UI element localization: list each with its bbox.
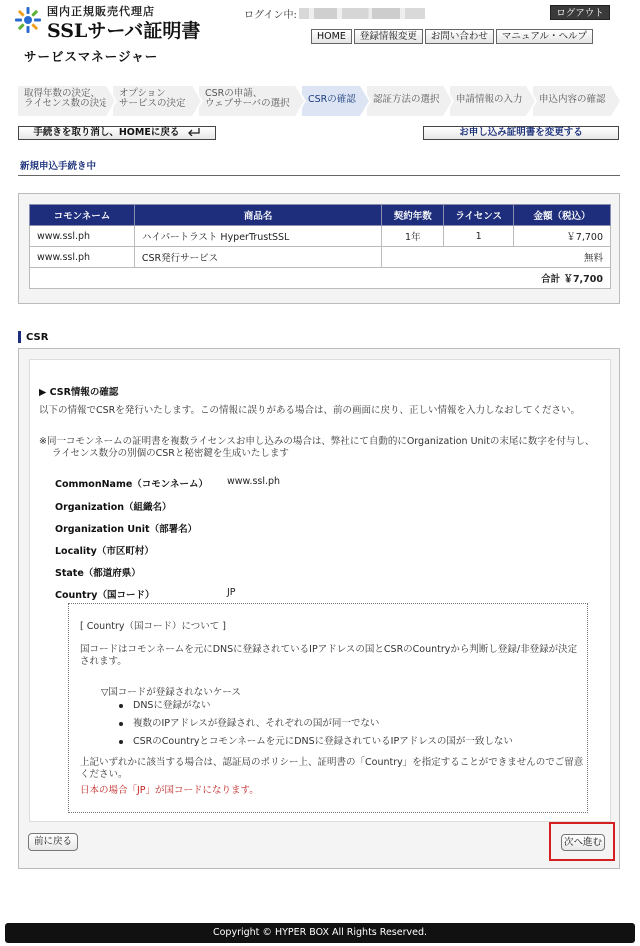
return-arrow-icon [187,127,201,136]
step-3 [199,86,295,116]
nav-home[interactable]: HOME [311,29,352,44]
login-label: ログイン中: [244,10,297,21]
cancel-return-home-button[interactable] [18,126,216,140]
csr-description: 以下の情報でCSRを発行いたします。この情報に誤りがある場合は、前の画面に戻り、正しい情報を入力しなおしてください。 [39,405,581,416]
section-divider [18,175,620,176]
cancel-label: 手続きを取り消し、HOMEに戻る [33,127,180,138]
cell-amount: ￥7,700 [514,226,611,247]
step-1-line1: 取得年数の決定、 [24,88,101,99]
field-label-common-name: CommonName（コモンネーム） [55,479,209,490]
login-user-redacted [299,8,425,19]
step-3-line1: CSRの申請、 [205,88,263,99]
step-2-line2: サービスの決定 [119,98,186,109]
table-row [30,226,611,247]
step-4-current [302,86,360,116]
step-7 [533,86,611,116]
step-5 [367,86,443,116]
cell-years: 1年 [382,226,444,247]
login-status [244,6,425,21]
list-item: DNSに登録がない [119,700,513,718]
logout-button[interactable]: ログアウト [550,5,610,20]
step-2 [113,86,192,116]
step-6-line1: 申請情報の入力 [456,94,523,105]
step-5-line1: 認証方法の選択 [373,94,440,105]
field-value-common-name: www.ssl.ph [227,476,281,487]
field-label-org-unit: Organization Unit（部署名） [55,524,198,535]
next-button[interactable]: 次へ進む [561,834,605,851]
csr-note: ※同一コモンネームの証明書を複数ライセンスお申し込みの場合は、弊社にて自動的にOrganization Unitの末尾に数字を付与し、ライセンス数分の別個のCSRと秘密鍵を生成いたします [39,436,595,459]
step-4-line1: CSRの確認 [308,94,356,105]
step-2-line1: オプション [119,88,166,99]
info-case-list [119,700,513,754]
cell-licenses: 1 [444,226,514,247]
csr-content [29,359,611,822]
heading-bar-icon [18,331,21,343]
info-case-title: ▽国コードが登録されないケース [101,687,241,698]
footer-copyright: Copyright © HYPER BOX All Rights Reserved. [5,923,635,943]
service-title: サービスマネージャー [24,49,159,64]
brand-subtitle: 国内正規販売代理店 [47,5,155,18]
col-amount: 金額（税込） [514,205,611,226]
brand-logo[interactable] [14,2,234,42]
field-value-country: JP [227,587,236,598]
nav-contact[interactable]: お問い合わせ [425,29,494,44]
field-label-locality: Locality（市区町村） [55,546,154,557]
list-item: 複数のIPアドレスが登録され、それぞれの国が同一でない [119,718,513,736]
cell-cn: www.ssl.ph [30,247,135,268]
cell-product: CSR発行サービス [134,247,382,268]
section-label: 新規申込手続き中 [20,161,97,172]
info-paragraph-1: 国コードはコモンネームを元にDNSに登録されているIPアドレスの国とCSRのCountryから判断し登録/非登録が決定されます。 [80,644,578,667]
change-certificate-button[interactable]: お申し込み証明書を変更する [423,126,619,140]
top-nav [311,29,595,44]
csr-section-heading [18,331,48,343]
cell-product: ハイパートラスト HyperTrustSSL [134,226,382,247]
col-years: 契約年数 [382,205,444,226]
info-title: [ Country（国コード）について ] [80,621,227,632]
step-7-line1: 申込内容の確認 [539,94,606,105]
order-summary [18,193,620,304]
cell-cn: www.ssl.ph [30,226,135,247]
order-table [29,204,611,289]
step-1 [18,86,109,116]
sun-logo-icon [14,6,42,34]
back-button[interactable]: 前に戻る [28,833,78,851]
csr-confirm-heading: ▶ CSR情報の確認 [39,387,119,398]
total-row [30,268,611,289]
col-common-name: コモンネーム [30,205,135,226]
list-item: CSRのCountryとコモンネームを元にDNSに登録されているIPアドレスの国が一致しない [119,736,513,754]
brand-name: SSLサーバ証明書 [47,20,201,42]
table-row [30,247,611,268]
step-progress [18,86,620,116]
field-label-organization: Organization（組織名） [55,502,172,513]
step-6 [450,86,526,116]
col-licenses: ライセンス [444,205,514,226]
field-label-state: State（都道府県） [55,568,141,579]
step-3-line2: ウェブサーバの選択 [205,98,290,109]
field-label-country: Country（国コード） [55,590,155,601]
info-jp-note: 日本の場合「JP」が国コードになります。 [80,785,259,796]
col-product: 商品名 [134,205,382,226]
csr-heading-text: CSR [26,331,49,343]
nav-manual-help[interactable]: マニュアル・ヘルプ [496,29,593,44]
next-button-highlight [549,822,615,861]
step-1-line2: ライセンス数の決定 [24,98,109,109]
country-info-box [68,603,588,813]
cell-amount: 無料 [382,247,611,268]
order-total: 合計 ￥7,700 [30,268,611,289]
nav-account-settings[interactable]: 登録情報変更 [354,29,423,44]
csr-panel [18,348,620,869]
info-paragraph-2: 上記いずれかに該当する場合は、認証局のポリシー上、証明書の「Country」を指定することができませんのでご留意ください。 [80,757,584,780]
